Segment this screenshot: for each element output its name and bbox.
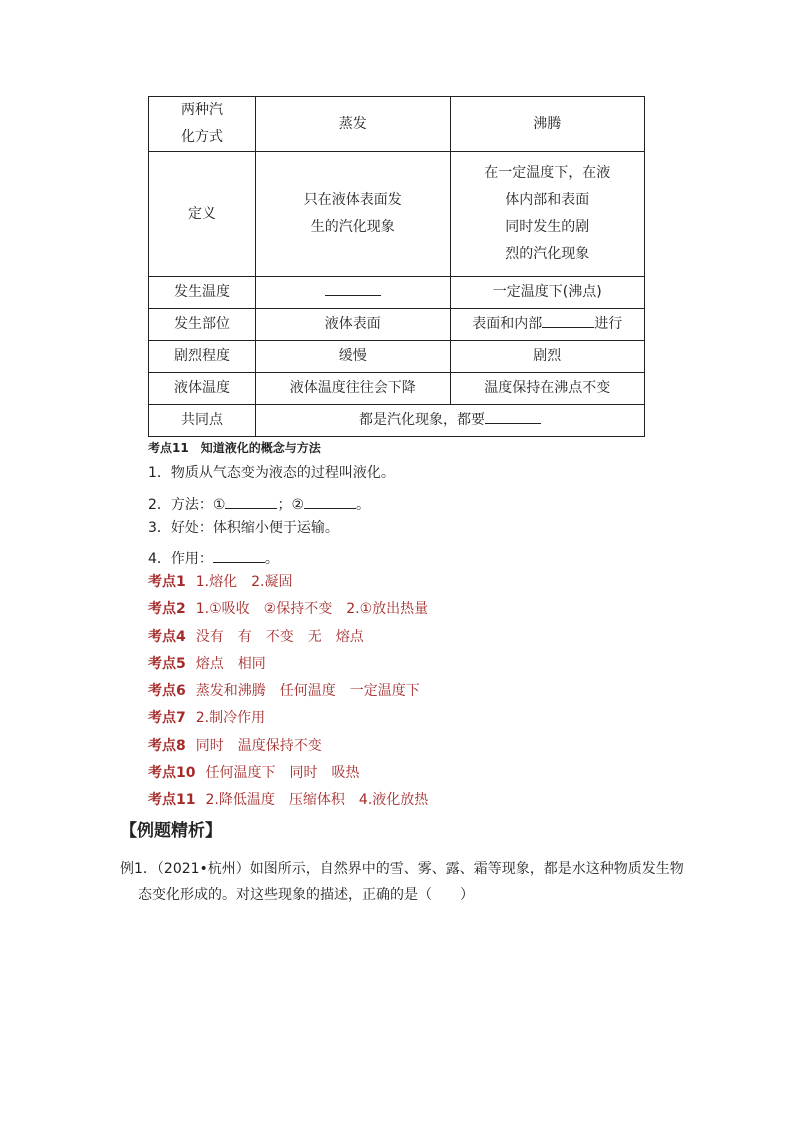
answer-key-label: 考点7 <box>148 710 186 726</box>
row-label-liquid-temperature: 液体温度 <box>149 373 256 405</box>
answer-text: 同时 温度保持不变 <box>195 738 322 754</box>
section-11-item-4 <box>148 546 279 568</box>
definition-boil-line2: 体内部和表面 <box>505 192 590 208</box>
answer-key-label: 考点1 <box>148 574 186 590</box>
location-boiling-after: 进行 <box>594 316 623 332</box>
row-label-location: 发生部位 <box>149 309 256 341</box>
answer-line <box>148 600 428 618</box>
table-row-intensity <box>149 341 645 373</box>
table-row-location <box>149 309 645 341</box>
answer-key-label: 考点10 <box>148 765 196 781</box>
row-label-common: 共同点 <box>149 405 256 437</box>
item-2-prefix: 2．方法：① <box>148 497 226 513</box>
answer-text: 2.降低温度 压缩体积 4.液化放热 <box>205 792 429 808</box>
intensity-boiling: 剧烈 <box>450 341 644 373</box>
answer-key-label: 考点6 <box>148 683 186 699</box>
fill-blank <box>485 407 541 424</box>
location-evaporation: 液体表面 <box>256 309 451 341</box>
item-2-mid: ；② <box>277 497 305 513</box>
answer-text: 2.制冷作用 <box>195 710 266 726</box>
temperature-boiling: 一定温度下(沸点) <box>450 277 644 309</box>
section-11-item-2 <box>148 492 370 514</box>
vaporization-comparison-table <box>148 96 645 437</box>
answer-key-label: 考点2 <box>148 601 186 617</box>
answer-line <box>148 628 364 646</box>
answer-line <box>148 573 292 591</box>
answer-line <box>148 791 428 809</box>
header-cell-evaporation: 蒸发 <box>256 97 451 152</box>
answer-key-label: 考点11 <box>148 792 196 808</box>
definition-boil-line3: 同时发生的剧 <box>505 219 590 235</box>
answer-line <box>148 655 266 673</box>
location-boiling-before: 表面和内部 <box>472 316 543 332</box>
answer-key-label: 考点5 <box>148 656 186 672</box>
answer-line <box>148 764 359 782</box>
liquid-temperature-boiling: 温度保持在沸点不变 <box>450 373 644 405</box>
intensity-evaporation: 缓慢 <box>256 341 451 373</box>
row-label-intensity: 剧烈程度 <box>149 341 256 373</box>
item-4-suffix: 。 <box>264 551 279 567</box>
fill-blank <box>304 492 356 509</box>
table-row-liquid-temperature <box>149 373 645 405</box>
header-cell-boiling: 沸腾 <box>450 97 644 152</box>
fill-blank <box>225 492 277 509</box>
temperature-evaporation-blank <box>256 277 451 309</box>
section-11-item-3: 3．好处：体积缩小便于运输。 <box>148 520 339 536</box>
item-4-prefix: 4．作用： <box>148 551 213 567</box>
answer-line <box>148 709 265 727</box>
header-cell-method <box>149 97 256 152</box>
location-boiling <box>450 309 644 341</box>
definition-evaporation <box>256 152 451 277</box>
section-heading-example-analysis: 【例题精析】 <box>120 821 222 841</box>
table-row-common <box>149 405 645 437</box>
table-row-temperature <box>149 277 645 309</box>
header-method-line1: 两种汽 <box>181 102 224 118</box>
answer-key-label: 考点4 <box>148 629 186 645</box>
section-11-item-1: 1．物质从气态变为液态的过程叫液化。 <box>148 465 395 481</box>
answer-text: 没有 有 不变 无 熔点 <box>195 629 364 645</box>
answer-text: 任何温度下 同时 吸热 <box>205 765 360 781</box>
example-1 <box>120 856 685 908</box>
answer-text: 熔点 相同 <box>195 656 266 672</box>
definition-boil-line4: 烈的汽化现象 <box>505 246 590 262</box>
answer-key-label: 考点8 <box>148 738 186 754</box>
item-2-suffix: 。 <box>356 497 371 513</box>
common-text: 都是汽化现象，都要 <box>359 412 486 428</box>
definition-boil-line1: 在一定温度下，在液 <box>484 165 611 181</box>
example-1-line2: 态变化形成的。对这些现象的描述，正确的是（ ） <box>138 887 474 903</box>
table-header-row <box>149 97 645 152</box>
table-row-definition <box>149 152 645 277</box>
section-11-title: 考点11 知道液化的概念与方法 <box>148 441 321 455</box>
header-method-line2: 化方式 <box>181 129 224 145</box>
row-label-definition: 定义 <box>149 152 256 277</box>
definition-evap-line2: 生的汽化现象 <box>310 219 395 235</box>
fill-blank <box>542 311 594 328</box>
liquid-temperature-evaporation: 液体温度往往会下降 <box>256 373 451 405</box>
answer-text: 1.①吸收 ②保持不变 2.①放出热量 <box>195 601 429 617</box>
example-1-line1: 例1．（2021•杭州）如图所示，自然界中的雪、雾、露、霜等现象，都是水这种物质发生物 <box>120 861 684 877</box>
answer-text: 1.熔化 2.凝固 <box>195 574 293 590</box>
definition-evap-line1: 只在液体表面发 <box>303 192 402 208</box>
answer-line <box>148 737 322 755</box>
row-label-temperature: 发生温度 <box>149 277 256 309</box>
definition-boiling <box>450 152 644 277</box>
answer-line <box>148 682 420 700</box>
fill-blank <box>325 279 381 296</box>
fill-blank <box>213 546 265 563</box>
common-text-cell <box>256 405 645 437</box>
answer-text: 蒸发和沸腾 任何温度 一定温度下 <box>195 683 420 699</box>
